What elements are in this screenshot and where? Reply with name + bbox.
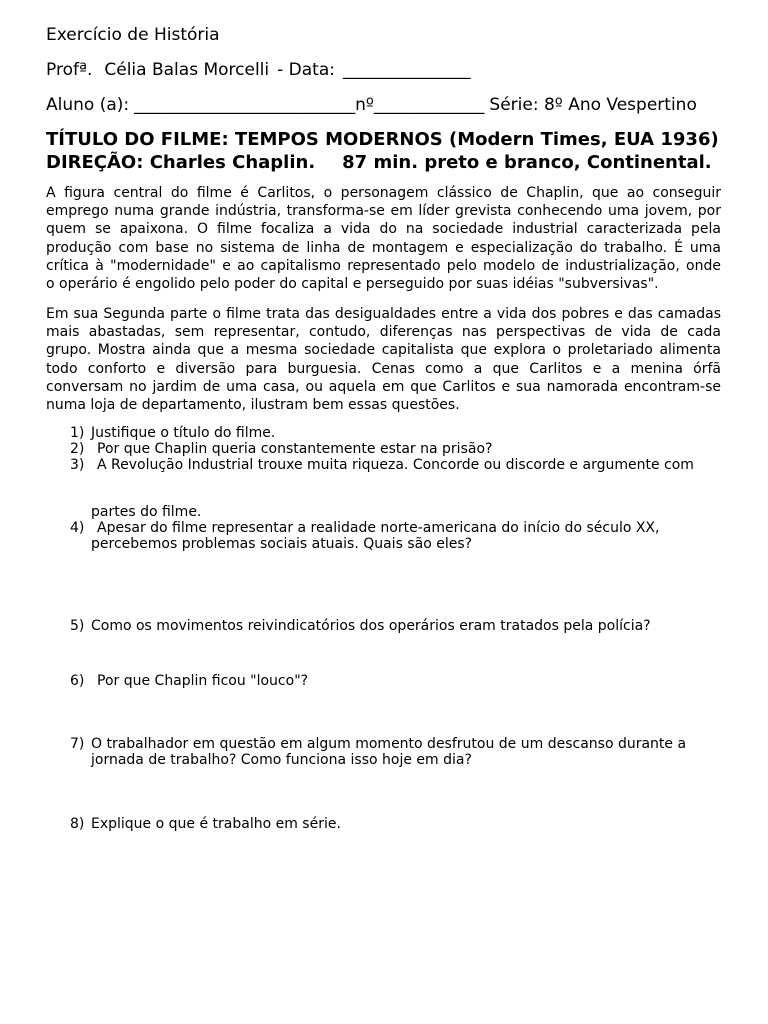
student-name-blank: __________________________ [134, 95, 356, 115]
paragraph-line: conversam no jardim de uma casa, ou aquela em que Carlitos e sua namorada encontram-se [46, 378, 721, 395]
question-number: 7) [70, 736, 85, 752]
question-text: Apesar do filme representar a realidade norte-americana do início do século XX, [97, 520, 660, 536]
question-number: 3) [70, 457, 85, 473]
class-info: Série: 8º Ano Vespertino [489, 95, 697, 115]
paragraph-line: Em sua Segunda parte o filme trata das desigualdades entre a vida dos pobres e das camadas [46, 306, 721, 322]
paragraph-line: grupo. Mostra ainda que a mesma sociedade capitalista que explora o proletariado alimenta [46, 342, 721, 359]
question-4-continuation [0, 536, 768, 552]
paragraph-line: todo conforto e diversão para burguesia. Cenas como a que Carlitos e a menina órfã [46, 360, 721, 377]
film-title: TÍTULO DO FILME: TEMPOS MODERNOS (Modern Times, EUA 1936) [46, 129, 719, 150]
question-number: 4) [70, 520, 85, 536]
question-text: A Revolução Industrial trouxe muita riqueza. Concorde ou discorde e argumente com [97, 457, 694, 473]
question-text-continuation: percebemos problemas sociais atuais. Quais são eles? [91, 536, 473, 552]
paragraph-line: mais abastadas, sem representar, contudo, diferenças nas perspectivas de vida de cada [46, 324, 721, 341]
paragraph-line: produção com base no sistema de linha de montagem e especialização do trabalho. É uma [46, 239, 721, 256]
date-label: - Data: [277, 60, 335, 80]
student-line [46, 95, 697, 115]
teacher-name: Célia Balas Morcelli [104, 60, 270, 80]
question-text-continuation: partes do filme. [91, 504, 202, 520]
paragraph-line: o operário é engolido pelo poder do capital e perseguido por suas idéias "subversivas". [46, 276, 659, 293]
question-1 [0, 425, 768, 441]
paragraph-line: crítica à "modernidade" e ao capitalismo representado pelo modelo de industrialização, onde [46, 257, 721, 274]
question-7 [0, 736, 768, 752]
question-text: Por que Chaplin queria constantemente estar na prisão? [97, 441, 493, 457]
question-number: 2) [70, 441, 85, 457]
question-number: 6) [70, 673, 85, 689]
question-5 [0, 618, 768, 634]
student-label: Aluno (a): [46, 95, 130, 115]
question-7-continuation [0, 752, 768, 768]
question-text: Como os movimentos reivindicatórios dos operários eram tratados pela polícia? [91, 618, 651, 634]
teacher-label: Profª. [46, 60, 93, 80]
question-2 [0, 441, 768, 457]
question-number: 1) [70, 425, 85, 441]
date-blank: _______________ [342, 60, 471, 80]
question-text: Justifique o título do filme. [91, 425, 276, 441]
question-3 [0, 457, 768, 473]
film-title-block [46, 128, 719, 174]
question-text-continuation: jornada de trabalho? Como funciona isso hoje em dia? [91, 752, 472, 768]
page-title: Exercício de História [46, 25, 220, 45]
question-number: 8) [70, 816, 85, 832]
paragraph-2 [46, 305, 721, 414]
question-8 [0, 816, 768, 832]
paragraph-line: emprego numa grande indústria, transforma-se em líder grevista conhecendo uma jovem, por [46, 203, 721, 220]
question-number: 5) [70, 618, 85, 634]
teacher-line [46, 60, 470, 80]
question-text: Por que Chaplin ficou "louco"? [97, 673, 309, 689]
question-6 [0, 673, 768, 689]
student-number-blank: _____________ [373, 95, 485, 115]
paragraph-1 [46, 184, 721, 293]
student-number-label: nº [355, 95, 374, 115]
question-3-continuation [0, 504, 768, 520]
question-text: O trabalhador em questão em algum momento desfrutou de um descanso durante a [91, 736, 687, 752]
paragraph-line: quem se apaixona. O filme focaliza a vida do na sociedade industrial caracterizada pela [46, 221, 721, 238]
film-director: DIREÇÃO: Charles Chaplin. [46, 152, 316, 173]
paragraph-line: A figura central do filme é Carlitos, o personagem clássico de Chaplin, que ao conseguir [46, 185, 721, 201]
film-info: 87 min. preto e branco, Continental. [342, 152, 712, 173]
question-text: Explique o que é trabalho em série. [91, 816, 341, 832]
paragraph-line: numa loja de departamento, ilustram bem essas questões. [46, 397, 460, 414]
question-4 [0, 520, 768, 536]
film-direction-line [46, 151, 719, 174]
